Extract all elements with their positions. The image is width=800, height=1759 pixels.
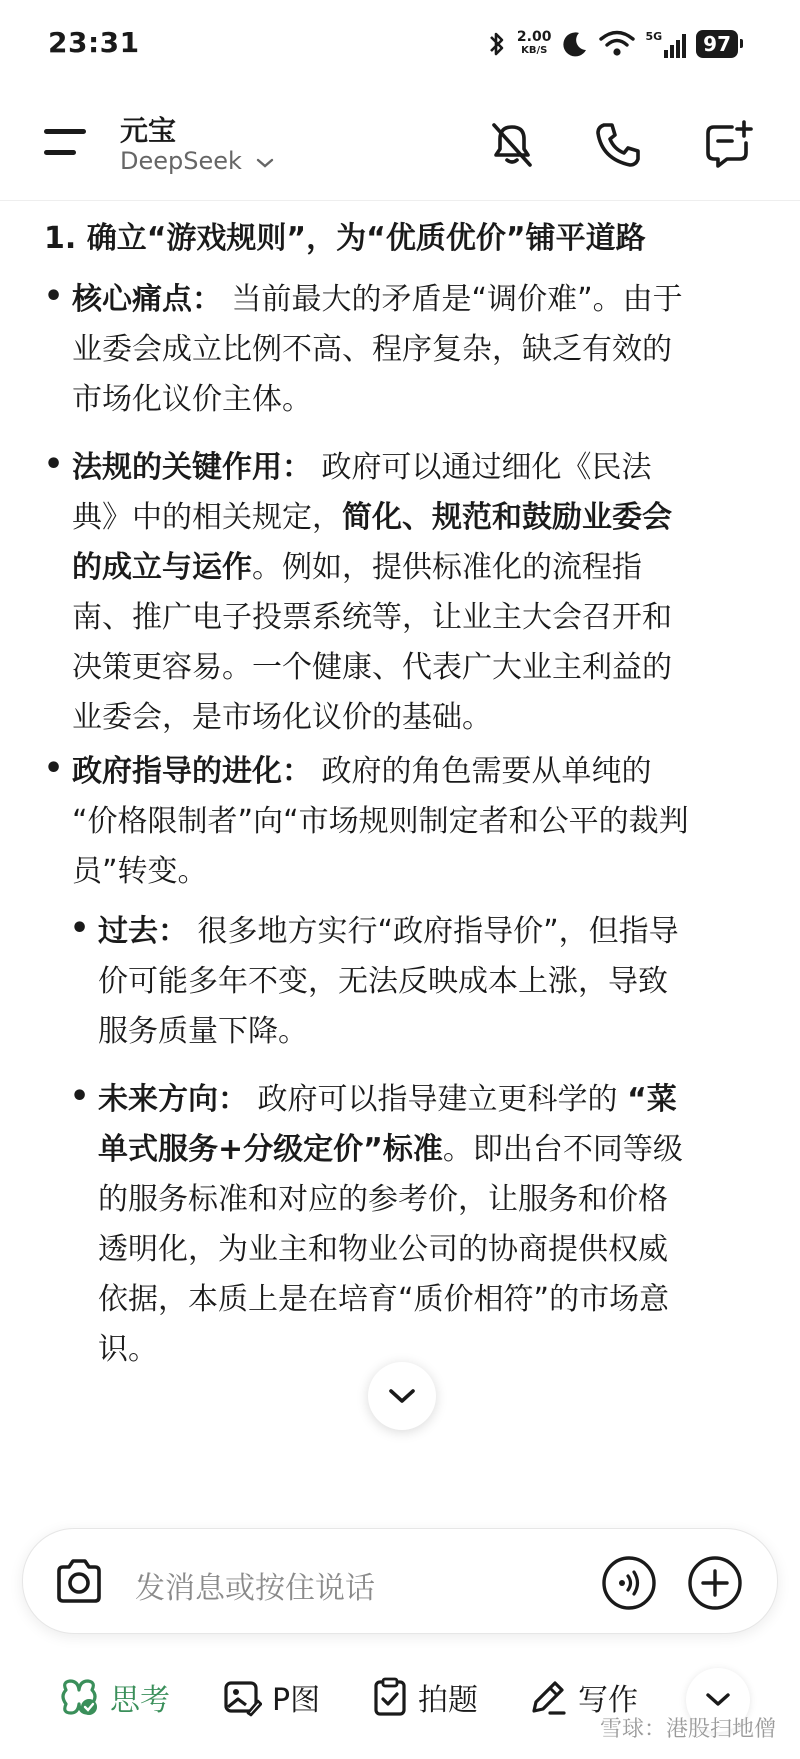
chevron-down-icon: [705, 1692, 731, 1708]
deep-think-icon: [58, 1676, 100, 1718]
item-text: 很多地方实行“政府指导价”，但指导: [188, 914, 679, 949]
list-item-line: 业委会成立比例不高、程序复杂，缺乏有效的: [72, 332, 672, 367]
tool-label: P图: [272, 1683, 321, 1718]
status-time: 23:31: [48, 26, 140, 59]
list-item: [72, 443, 672, 743]
item-text: 政府的角色需要从单纯的: [312, 754, 652, 789]
item-text: 当前最大的矛盾是“调价难”。由于: [222, 282, 683, 317]
list-item-line: [98, 907, 679, 957]
item-label: 法规的关键作用：: [72, 450, 312, 485]
list-item-line: 依据，本质上是在培育“质价相符”的市场意: [98, 1282, 670, 1317]
bullet-dot: •: [44, 751, 64, 786]
list-item-line: [72, 747, 689, 797]
scroll-to-bottom-button[interactable]: [368, 1362, 436, 1430]
chevron-down-icon: [256, 157, 274, 169]
list-item: [72, 275, 683, 425]
header-divider: [0, 200, 800, 201]
model-selector[interactable]: [120, 147, 274, 175]
list-item-line: 决策更容易。一个健康、代表广大业主利益的: [72, 650, 672, 685]
list-item-line: 业委会，是市场化议价的基础。: [72, 700, 492, 735]
list-item-line: 的服务标准和对应的参考价，让服务和价格: [98, 1182, 668, 1217]
sub-bullet-dot: •: [70, 1079, 90, 1114]
moon-icon: [561, 30, 589, 58]
item-label: 未来方向：: [98, 1082, 248, 1117]
plus-icon[interactable]: [687, 1555, 743, 1611]
image-edit-icon: [222, 1677, 262, 1717]
tool-photo-question[interactable]: [372, 1675, 478, 1719]
new-chat-icon[interactable]: [702, 119, 754, 171]
list-item-line: “价格限制者”向“市场规则制定者和公平的裁判: [72, 804, 689, 839]
bullet-dot: •: [44, 447, 64, 482]
list-item-line: [72, 443, 672, 493]
net-speed: [517, 31, 552, 57]
sub-list-item: [98, 1075, 683, 1375]
wifi-icon: [599, 30, 635, 58]
item-text: 。即出台不同等级: [442, 1132, 683, 1167]
item-text: 政府可以指导建立更科学的: [248, 1082, 628, 1117]
tool-image-edit[interactable]: [222, 1675, 320, 1719]
message-input-bar: [22, 1528, 778, 1634]
tool-label: 拍题: [418, 1683, 478, 1718]
tool-label: 写作: [578, 1683, 638, 1718]
list-item-line: [72, 493, 672, 543]
item-emphasis: 的成立与运作: [72, 550, 252, 585]
camera-icon[interactable]: [53, 1557, 105, 1605]
bullet-dot: •: [44, 279, 64, 314]
tool-think[interactable]: [58, 1675, 170, 1719]
list-item-line: 员”转变。: [72, 854, 208, 889]
list-item-line: 识。: [98, 1332, 158, 1367]
model-name: DeepSeek: [120, 147, 242, 175]
battery-level: 97: [703, 32, 731, 56]
list-item-line: 价可能多年不变，无法反映成本上涨，导致: [98, 964, 668, 999]
item-text: 。例如，提供标准化的流程指: [252, 550, 642, 585]
item-label: 过去：: [98, 914, 188, 949]
list-item-line: [98, 1125, 683, 1175]
list-item: [72, 747, 689, 897]
item-text: 政府可以通过细化《民法: [312, 450, 652, 485]
status-icons: [487, 26, 738, 62]
net-speed-value: 2.00: [516, 29, 552, 45]
app-title: 元宝: [120, 114, 177, 147]
watermark: 雪球：港股扫地僧: [599, 1717, 776, 1742]
item-label: 核心痛点：: [72, 282, 222, 317]
chevron-down-icon: [387, 1386, 417, 1406]
item-emphasis: 单式服务+分级定价”标准: [98, 1132, 443, 1167]
list-item-line: 市场化议价主体。: [72, 382, 312, 417]
battery-icon: [696, 30, 738, 58]
message-input[interactable]: 发消息或按住说话: [135, 1571, 375, 1606]
network-type: 5G: [645, 30, 663, 43]
item-emphasis: “菜: [627, 1082, 677, 1117]
list-item-line: [72, 275, 683, 325]
list-item-line: 南、推广电子投票系统等，让业主大会召开和: [72, 600, 672, 635]
sub-list-item: [98, 907, 679, 1057]
section-heading: 1. 确立“游戏规则”，为“优质优价”铺平道路: [44, 221, 646, 256]
photo-question-icon: [372, 1677, 408, 1717]
item-emphasis: 简化、规范和鼓励业委会: [342, 500, 672, 535]
status-bar: [0, 0, 800, 90]
voice-icon[interactable]: [601, 1555, 657, 1611]
list-item-line: [72, 543, 672, 593]
item-label: 政府指导的进化：: [72, 754, 312, 789]
pen-icon: [528, 1677, 568, 1717]
tool-label: 思考: [110, 1683, 170, 1718]
phone-icon[interactable]: [592, 119, 644, 171]
bluetooth-icon: [487, 29, 507, 59]
item-text: 典》中的相关规定，: [72, 500, 342, 535]
mute-icon[interactable]: [486, 119, 538, 171]
net-speed-unit: KB/S: [521, 45, 548, 56]
list-item-line: [98, 1075, 683, 1125]
menu-button[interactable]: [44, 125, 90, 161]
list-item-line: 透明化，为业主和物业公司的协商提供权威: [98, 1232, 668, 1267]
sub-bullet-dot: •: [70, 911, 90, 946]
list-item-line: 服务质量下降。: [98, 1014, 308, 1049]
chat-header: [0, 95, 800, 195]
signal-icon: [645, 30, 686, 58]
